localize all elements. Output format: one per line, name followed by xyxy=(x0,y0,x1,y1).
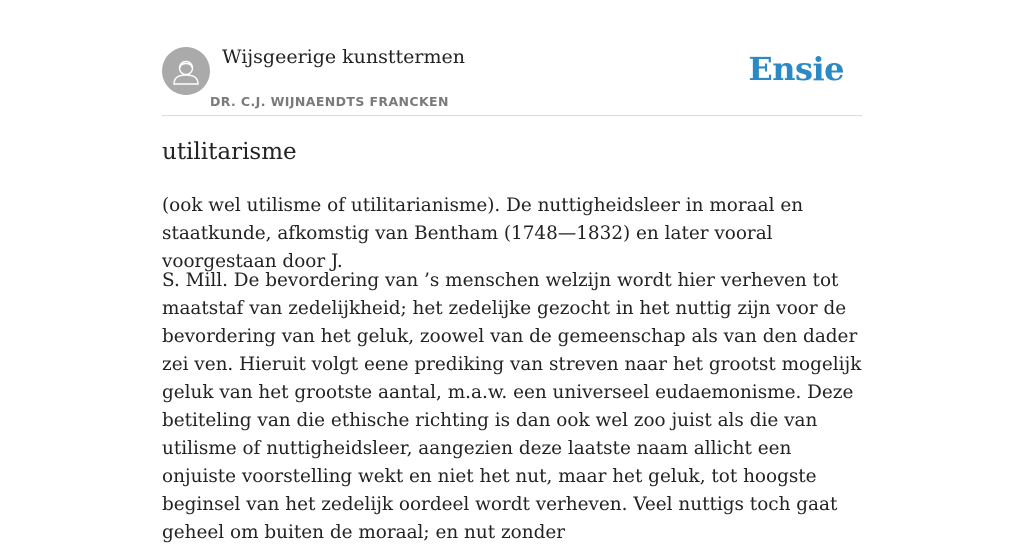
header xyxy=(162,0,862,116)
user-silhouette-icon xyxy=(162,47,210,95)
entry-paragraph-1: (ook wel utilisme of utilitarianisme). De nuttigheidsleer in moraal en staatkunde, afkomstig van Bentham (1748—1832) en later vooral voorgestaan door J. xyxy=(162,195,804,272)
ensie-logo[interactable]: Ensie xyxy=(748,50,844,88)
source-title[interactable]: Wijsgeerige kunsttermen xyxy=(222,46,466,68)
entry-title: utilitarisme xyxy=(162,139,297,165)
author-name[interactable]: DR. C.J. WIJNAENDTS FRANCKEN xyxy=(210,94,449,109)
entry-paragraph-2: S. Mill. De bevordering van ’s menschen welzijn wordt hier verheven tot maatstaf van zedelijkheid; het zedelijke gezocht in het nuttig zijn voor de bevordering van het geluk, zoowel van de gemeenschap als van den dader zei ven. Hieruit volgt eene prediking van streven naar het grootst mogelijk geluk van het grootste aantal, m.a.w. een universeel eudaemonisme. Deze betiteling van die ethische richting is dan ook wel zoo juist als die van utilisme of nuttigheidsleer, aangezien deze laatste naam allicht een onjuiste voorstelling wekt en niet het nut, maar het geluk, tot hoogste beginsel van het zedelijk oordeel wordt verheven. Veel nuttigs toch gaat geheel om buiten de moraal; en nut zonder xyxy=(162,270,862,543)
avatar xyxy=(162,47,210,95)
